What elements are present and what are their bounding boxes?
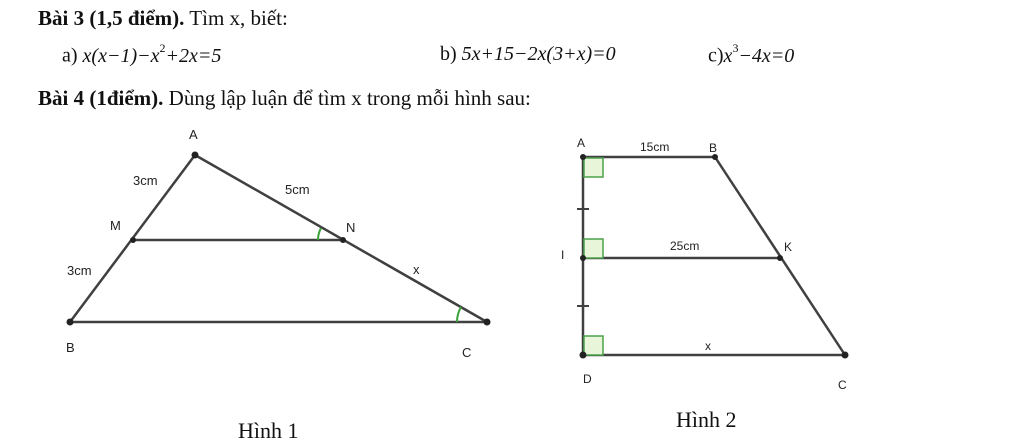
fig2-right-angle-d	[584, 336, 603, 355]
fig1-label-n: N	[346, 220, 356, 235]
fig1-label-b: B	[66, 340, 75, 355]
part-c-label: c)	[708, 44, 724, 67]
fig2-point-k	[777, 255, 783, 261]
fig1-angle-c	[457, 307, 461, 322]
fig1-point-a	[192, 152, 199, 159]
fig2-label-d: D	[583, 372, 592, 386]
fig1-label-c: C	[462, 345, 472, 360]
fig2-label-b: B	[709, 141, 718, 155]
fig2-label-ab: 15cm	[640, 140, 670, 154]
fig2-label-k: K	[784, 240, 793, 254]
fig1-label-mb: 3cm	[67, 263, 92, 278]
fig1-label-an: 5cm	[285, 182, 310, 197]
part-a-label: a)	[62, 44, 78, 67]
fig1-point-b	[67, 319, 74, 326]
fig2-label-a: A	[577, 136, 586, 150]
fig1-label-am: 3cm	[133, 173, 158, 188]
fig2-label-c: C	[838, 378, 847, 392]
fig2-points	[580, 154, 849, 359]
fig2-label-ik: 25cm	[670, 239, 700, 253]
bai3-heading: Bài 3 (1,5 điểm).	[38, 6, 185, 30]
bai4-heading: Bài 4 (1điểm).	[38, 86, 164, 110]
figure2-caption: Hình 2	[676, 407, 737, 432]
fig1-angle-n	[318, 228, 321, 240]
part-a-expr: $x(x-1)-x^2+2x=5$	[82, 41, 222, 67]
bai4-instruction: Dùng lập luận để tìm x trong mỗi hình sau:	[168, 86, 531, 110]
fig2-label-dc: x	[705, 339, 711, 353]
fig1-point-c	[484, 319, 491, 326]
part-b-expr: 5x+15−2x(3+x)=0	[461, 43, 616, 65]
figure2	[577, 157, 845, 355]
fig1-points	[67, 152, 491, 326]
fig1-label-nc: x	[413, 262, 420, 277]
fig2-point-c	[842, 352, 849, 359]
fig1-label-a: A	[189, 127, 198, 142]
part-c-expr: $x^3-4x=0$	[723, 41, 795, 67]
fig2-right-angles	[584, 158, 603, 355]
fig1-point-n	[340, 237, 346, 243]
fig2-right-angle-a	[584, 158, 603, 177]
fig2-point-i	[580, 255, 586, 261]
part-b-label: b)	[440, 43, 457, 65]
bai3-instruction: Tìm x, biết:	[189, 6, 288, 30]
fig2-point-d	[580, 352, 587, 359]
fig2-right-angle-i	[584, 239, 603, 258]
fig1-label-m: M	[110, 218, 121, 233]
fig2-label-i: I	[561, 248, 565, 262]
fig2-point-a	[580, 154, 586, 160]
figure1-caption: Hình 1	[238, 418, 299, 443]
fig1-point-m	[130, 237, 136, 243]
